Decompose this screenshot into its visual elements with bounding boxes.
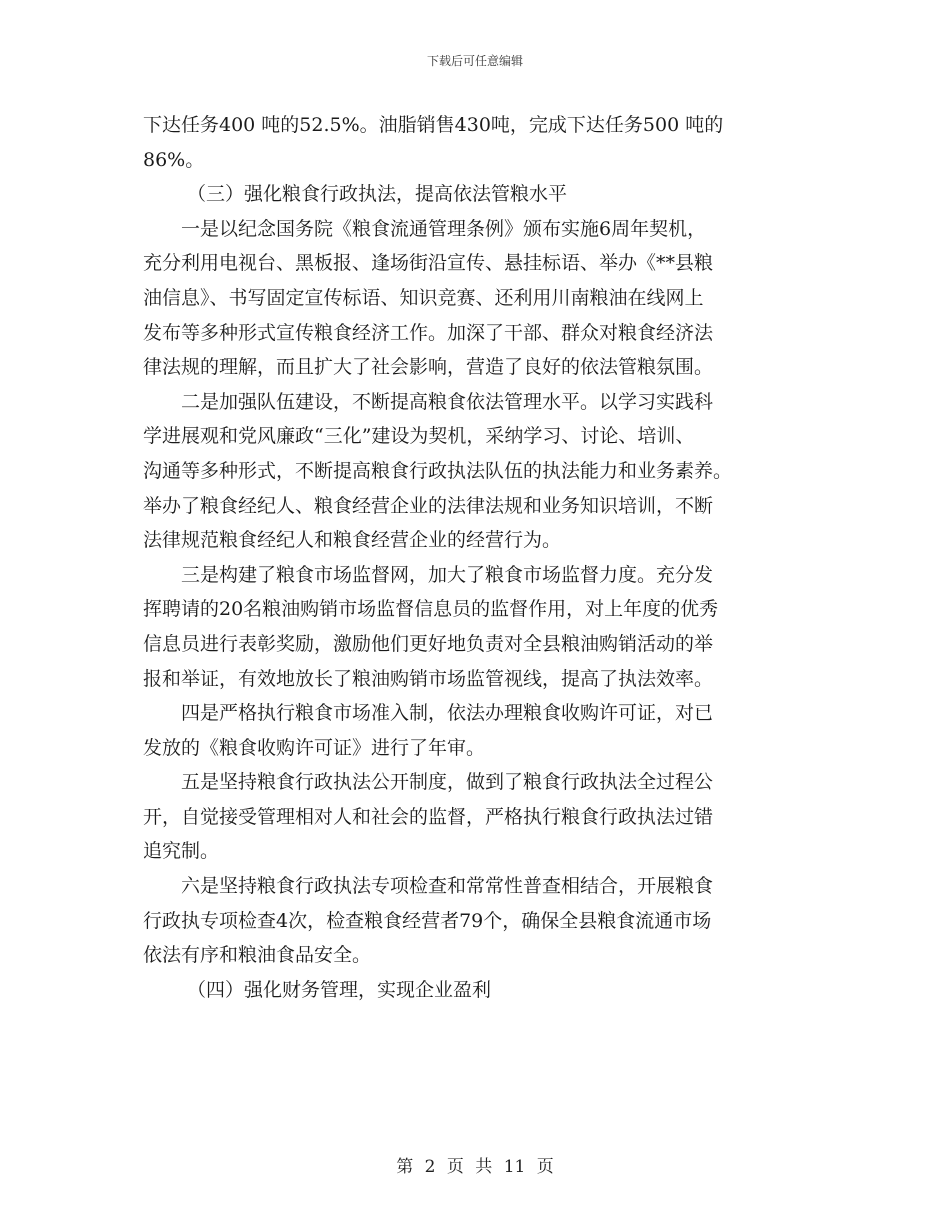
text-line: 86%。: [143, 148, 205, 171]
text-line: 六是坚持粮食行政执法专项检查和常常性普查相结合，开展粮食: [181, 875, 714, 898]
text-line: 追究制。: [143, 840, 220, 863]
paragraph-sales-summary: [143, 108, 813, 177]
page-header-note: 下载后可任意编辑: [426, 54, 523, 68]
text-line: 发放的《粮食收购许可证》进行了年审。: [143, 736, 486, 759]
text-line: 学进展观和党风廉政“三化”建设为契机，采纳学习、讨论、培训、: [143, 425, 695, 448]
section-heading-4: [143, 973, 813, 1008]
text-line: 法律规范粮食经纪人和粮食经营企业的经营行为。: [143, 529, 562, 552]
text-line: 一是以纪念国务院《粮食流通管理条例》颁布实施6周年契机，: [181, 217, 707, 240]
page-number: 第 2 页 共 11 页: [396, 1157, 554, 1177]
text-line: 油信息》、书写固定宣传标语、知识竞赛、还利用川南粮油在线网上: [143, 286, 704, 309]
text-line: 充分利用电视台、黑板报、逢场街沿宣传、悬挂标语、举办《**县粮: [143, 252, 714, 275]
text-line: 报和举证，有效地放长了粮油购销市场监管视线，提高了执法效率。: [143, 667, 714, 690]
text-line: 二是加强队伍建设，不断提高粮食依法管理水平。以学习实践科: [181, 390, 714, 413]
text-line: 三是构建了粮食市场监督网，加大了粮食市场监督力度。充分发: [181, 563, 714, 586]
paragraph-item-5: [143, 765, 813, 869]
paragraph-item-1: [143, 212, 813, 385]
text-line: 信息员进行表彰奖励，激励他们更好地负责对全县粮油购销活动的举: [143, 632, 714, 655]
text-line: 五是坚持粮食行政执法公开制度，做到了粮食行政执法全过程公: [181, 771, 714, 794]
text-line: 沟通等多种形式，不断提高粮食行政执法队伍的执法能力和业务素养。: [143, 459, 733, 482]
section-heading-text: （四）强化财务管理，实现企业盈利: [187, 978, 492, 1001]
text-line: 依法有序和粮油食品安全。: [143, 944, 372, 967]
section-heading-text: （三）强化粮食行政执法，提高依法管粮水平: [187, 183, 568, 206]
text-line: 四是严格执行粮食市场准入制，依法办理粮食收购许可证，对已: [181, 702, 714, 725]
text-line: 律法规的理解，而且扩大了社会影响，营造了良好的依法管粮氛围。: [143, 356, 714, 379]
text-line: 下达任务400 吨的52.5%。油脂销售430吨，完成下达任务500 吨的: [143, 114, 724, 136]
section-heading-3: [143, 177, 813, 212]
text-line: 发布等多种形式宣传粮食经济工作。加深了干部、群众对粮食经济法: [143, 321, 714, 344]
document-body: [143, 108, 813, 1007]
text-line: 举办了粮食经纪人、粮食经营企业的法律法规和业务知识培训，不断: [143, 494, 714, 517]
paragraph-item-6: [143, 869, 813, 973]
text-line: 挥聘请的20名粮油购销市场监督信息员的监督作用，对上年度的优秀: [143, 598, 719, 621]
paragraph-item-4: [143, 696, 813, 765]
text-line: 开，自觉接受管理相对人和社会的监督，严格执行粮食行政执法过错: [143, 805, 714, 828]
paragraph-item-3: [143, 558, 813, 696]
paragraph-item-2: [143, 385, 813, 558]
text-line: 行政执专项检查4次，检查粮食经营者79个，确保全县粮食流通市场: [143, 909, 712, 932]
